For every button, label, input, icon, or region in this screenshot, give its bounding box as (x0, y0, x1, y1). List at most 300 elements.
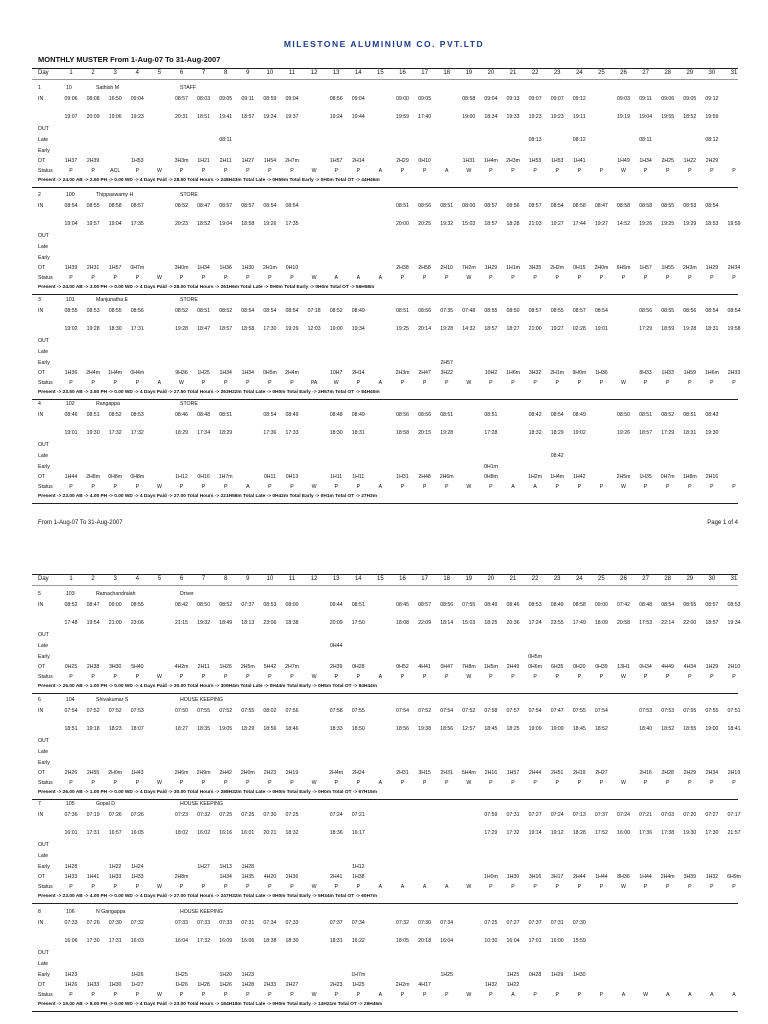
day-cell: 2H47 (418, 370, 431, 376)
row-label: OT (38, 474, 46, 480)
report-title: MONTHLY MUSTER From 1-Aug-07 To 31-Aug-2007 (38, 55, 221, 64)
day-cell: 1H38 (352, 874, 365, 880)
day-cell: 1H25 (506, 972, 520, 978)
row-label: Status (38, 780, 53, 786)
day-cell: P (246, 275, 250, 281)
day-cell: 1H39 (64, 265, 78, 271)
day-cell: 08:47 (197, 203, 211, 209)
day-cell: A (710, 992, 714, 998)
day-cell: 17:50 (351, 620, 365, 626)
day-number: 27 (642, 70, 649, 76)
day-cell: 08:52 (219, 308, 233, 314)
day-cell: 08:57 (241, 203, 255, 209)
day-cell: 17:29 (639, 326, 653, 332)
day-cell: 17:40 (418, 114, 432, 120)
muster-row (0, 779, 768, 788)
day-cell: 07:25 (484, 920, 498, 926)
day-cell: 07:56 (285, 708, 299, 714)
day-cell: 1H22 (683, 158, 696, 164)
day-cell: 2H14 (352, 158, 365, 164)
day-cell: P (113, 992, 117, 998)
row-label: Status (38, 275, 53, 281)
row-label: Early (38, 972, 50, 978)
day-cell: 08:54 (661, 602, 675, 608)
day-cell: 0H8m (130, 474, 145, 480)
day-cell: 07:55 (705, 708, 719, 714)
day-cell: P (135, 884, 140, 890)
day-cell: 17:31 (86, 830, 100, 836)
day-cell: 0H39 (595, 664, 608, 670)
day-cell: 10H2 (484, 370, 498, 376)
day-cell: 18:25 (506, 726, 520, 732)
day-cell: P (223, 275, 228, 281)
day-cell: 20:21 (263, 830, 277, 836)
day-cell: 1H59 (683, 370, 696, 376)
day-cell: 07:30 (418, 920, 432, 926)
row-label: Late (38, 349, 49, 355)
day-cell: 2H49 (506, 664, 520, 670)
day-cell: 3H22 (440, 370, 453, 376)
day-cell: 08:02 (263, 708, 277, 714)
day-number: 24 (575, 576, 583, 582)
muster-row (0, 960, 768, 969)
day-cell: 18:45 (484, 726, 498, 732)
day-cell: 19:30 (683, 830, 697, 836)
employee-serial: 1 (38, 85, 41, 91)
day-cell: 1H0m (483, 874, 498, 880)
day-cell: P (710, 674, 714, 680)
day-cell: P (91, 484, 95, 490)
day-cell: 19:04 (639, 114, 653, 120)
rule-line (32, 903, 738, 904)
day-cell: 09:12 (572, 96, 586, 102)
day-cell: A (378, 674, 383, 680)
day-cell: 08:13 (528, 137, 542, 143)
day-cell: 09:04 (285, 96, 299, 102)
day-cell: 07:52 (462, 708, 476, 714)
day-cell: P (223, 168, 228, 174)
day-cell: 18:49 (219, 620, 233, 626)
day-cell: 17:30 (263, 326, 277, 332)
day-cell: 19:32 (197, 620, 211, 626)
day-cell: W (311, 484, 317, 490)
day-cell: 19:01 (64, 430, 78, 436)
day-cell: 08:54 (64, 203, 78, 209)
day-cell: 17:30 (705, 830, 719, 836)
day-cell: 18:14 (440, 620, 454, 626)
day-cell: P (533, 674, 537, 680)
day-cell: 19:23 (550, 114, 564, 120)
day-cell: 0H5m (528, 654, 543, 660)
day-cell: 09:12 (705, 96, 719, 102)
day-cell: 07:47 (550, 708, 564, 714)
day-cell: 18:30 (285, 938, 299, 944)
row-label: OT (38, 770, 46, 776)
row-label: OUT (38, 442, 49, 448)
day-cell: P (201, 780, 206, 786)
day-cell: P (334, 484, 338, 490)
day-cell: 1H36 (219, 265, 232, 271)
day-cell: P (135, 168, 140, 174)
day-cell: 07:19 (86, 812, 100, 818)
day-cell: 08:55 (683, 602, 697, 608)
day-cell: P (201, 674, 206, 680)
day-cell: 14:52 (617, 221, 630, 227)
day-cell: 1H41 (573, 158, 586, 164)
day-cell: P (732, 484, 736, 490)
day-cell: 08:53 (528, 602, 542, 608)
employee-info (0, 800, 768, 809)
day-cell: 2H1m (550, 370, 565, 376)
day-cell: 08:51 (197, 308, 211, 314)
day-cell: W (311, 275, 317, 281)
day-cell: 0H11 (263, 474, 276, 480)
muster-row (0, 232, 768, 241)
employee-name: Ramachandraiah (96, 591, 136, 597)
muster-row (0, 441, 768, 450)
day-cell: A (732, 992, 736, 998)
day-cell: 0H10 (285, 265, 299, 271)
day-cell: P (69, 168, 73, 174)
day-cell: 1H32 (705, 874, 719, 880)
day-number: 20 (487, 576, 495, 582)
day-cell: 1H22 (506, 982, 520, 988)
day-cell: 2H27 (285, 982, 299, 988)
day-cell: 19:29 (683, 221, 697, 227)
day-number: 8 (224, 70, 228, 76)
day-cell: 08:49 (572, 412, 586, 418)
day-cell: 19:28 (683, 326, 697, 332)
day-cell: 08:57 (219, 203, 233, 209)
day-number: 21 (509, 576, 517, 582)
day-cell: 09:00 (594, 602, 608, 608)
day-cell: 2H33 (263, 982, 277, 988)
day-cell: P (356, 992, 361, 998)
employee-code: 102 (66, 401, 75, 407)
day-cell: P (710, 780, 714, 786)
day-cell: P (201, 484, 206, 490)
day-number: 29 (686, 70, 694, 76)
day-cell: P (290, 992, 294, 998)
day-cell: 08:57 (528, 203, 542, 209)
day-number: 20 (487, 70, 495, 76)
day-cell: 08:58 (572, 602, 586, 608)
day-cell: 16:03 (130, 938, 144, 944)
day-cell: 0H4m (130, 370, 145, 376)
day-cell: 3H0m (174, 265, 189, 271)
day-cell: 1H8m (682, 474, 697, 480)
day-cell: 1H23 (64, 972, 78, 978)
day-cell: ACL (110, 168, 121, 174)
day-cell: 09:07 (550, 96, 564, 102)
day-cell: 0H5m (262, 370, 277, 376)
day-cell: P (599, 484, 604, 490)
employee-info (0, 908, 768, 917)
employee-name: Shivakumar S (96, 697, 129, 703)
day-cell: 1H30 (573, 972, 586, 978)
day-cell: 07:57 (506, 708, 520, 714)
day-cell: 07:54 (528, 708, 542, 714)
day-cell: 18:57 (705, 620, 719, 626)
day-cell: 18:45 (572, 726, 586, 732)
day-cell: 08:57 (175, 96, 188, 102)
day-cell: W (466, 674, 472, 680)
day-cell: 07:53 (639, 708, 653, 714)
day-cell: 19:19 (617, 114, 630, 120)
day-cell: 23:55 (550, 620, 564, 626)
day-cell: 19:28 (440, 430, 454, 436)
day-cell: P (643, 884, 648, 890)
day-cell: 1H25 (440, 972, 453, 978)
day-cell: P (577, 168, 582, 174)
day-cell: P (511, 884, 515, 890)
row-label: Late (38, 853, 49, 859)
day-cell: 07:32 (197, 812, 211, 818)
day-number: 31 (730, 70, 738, 76)
day-cell: 1H34 (219, 874, 232, 880)
day-cell: 2H39 (329, 664, 343, 670)
day-cell: 1H26 (219, 664, 232, 670)
day-cell: 08:12 (572, 137, 586, 143)
day-cell: 4H41 (418, 664, 431, 670)
day-cell: P (577, 992, 582, 998)
day-cell: 3H30 (108, 664, 122, 670)
day-cell: P (688, 275, 692, 281)
day-cell: 09:04 (130, 96, 144, 102)
day-cell: P (246, 674, 250, 680)
day-cell: P (489, 884, 493, 890)
day-cell: P (223, 674, 228, 680)
day-cell: P (246, 780, 250, 786)
day-cell: 08:54 (550, 203, 564, 209)
day-cell: 4H49 (661, 664, 674, 670)
day-cell: 23:06 (263, 620, 277, 626)
day-cell: W (156, 992, 162, 998)
day-cell: 0H20 (573, 664, 586, 670)
day-cell: 07:33 (175, 920, 188, 926)
day-cell: P (246, 168, 250, 174)
day-cell: 18:57 (639, 430, 653, 436)
day-cell: P (710, 168, 714, 174)
employee-summary: Present -> 23.00 AB -> 4.00 PH -> 0.00 WD -> 4 Days Paid -> 27.00 Total Hours -> 247H32m Total Late -> 0H0m Total Early -> 5H34m Total OT -> 60H7m (38, 894, 377, 899)
day-cell: 1H25 (197, 370, 210, 376)
day-cell: 18:59 (661, 326, 675, 332)
day-cell: 08:57 (528, 308, 542, 314)
muster-row (0, 663, 768, 672)
day-cell: 1H27 (131, 982, 144, 988)
day-cell: 3H16 (528, 874, 542, 880)
day-cell: 15:59 (572, 938, 586, 944)
day-cell: 18:32 (528, 430, 542, 436)
day-cell: 1H21 (197, 158, 210, 164)
day-cell: 07:24 (617, 812, 630, 818)
day-number: 12 (310, 576, 318, 582)
day-cell: 18:30 (329, 430, 343, 436)
day-cell: P (69, 380, 73, 386)
day-cell: 17:32 (197, 938, 211, 944)
day-cell: 2H44 (573, 874, 586, 880)
muster-row (0, 971, 768, 980)
day-cell: 2H4m (329, 770, 344, 776)
day-cell: P (643, 380, 648, 386)
row-label: Status (38, 674, 53, 680)
employee-code: 101 (66, 297, 75, 303)
day-cell: 21:57 (727, 830, 741, 836)
day-cell: P (577, 275, 582, 281)
day-cell: 18:51 (64, 726, 78, 732)
day-cell: 08:48 (329, 412, 343, 418)
day-cell: 07:26 (108, 812, 122, 818)
day-cell: P (555, 780, 559, 786)
day-cell: 18:28 (506, 221, 520, 227)
day-cell: P (201, 275, 206, 281)
day-header-label: Day (38, 70, 49, 76)
day-cell: 23:06 (130, 620, 144, 626)
employee-summary: Present -> 26.00 AB -> 1.00 PH -> 0.00 WD -> 4 Days Paid -> 30.00 Total Hours -> 288H32m Total Late -> 0H0m Total Early -> 0H0m Total OT -> 67H15m (38, 790, 377, 795)
day-number: 25 (598, 70, 605, 76)
day-cell: 07:54 (396, 708, 409, 714)
muster-row (0, 337, 768, 346)
day-cell: 16:17 (351, 830, 365, 836)
day-cell: 07:52 (219, 708, 233, 714)
day-cell: 2H7m (285, 664, 299, 670)
day-number: 26 (620, 576, 627, 582)
muster-row (0, 359, 768, 368)
row-label: IN (38, 308, 44, 314)
day-cell: P (334, 884, 338, 890)
row-label: OUT (38, 126, 49, 132)
day-cell: 07:24 (329, 812, 343, 818)
day-cell: 19:55 (661, 114, 675, 120)
day-cell: 08:57 (418, 602, 432, 608)
day-cell: P (356, 168, 361, 174)
row-label: OUT (38, 950, 49, 956)
day-cell: 07:27 (528, 812, 542, 818)
muster-row (0, 429, 768, 438)
day-cell: 18:57 (219, 326, 233, 332)
day-cell: 3H3m (174, 158, 189, 164)
day-cell: 1H4m (483, 158, 498, 164)
day-cell: 1H12 (352, 864, 365, 870)
day-cell: 08:56 (329, 96, 343, 102)
day-number: 13 (332, 70, 340, 76)
day-cell: P (422, 275, 427, 281)
day-number: 19 (465, 70, 473, 76)
day-cell: P (179, 275, 184, 281)
day-cell: 18:31 (705, 326, 719, 332)
row-label: Late (38, 244, 49, 250)
day-cell: P (422, 780, 427, 786)
day-cell: 2H16 (705, 474, 719, 480)
row-label: OT (38, 874, 46, 880)
row-label: Status (38, 992, 53, 998)
row-label: OT (38, 265, 46, 271)
day-cell: 2H41 (329, 874, 343, 880)
day-cell: 5H42 (263, 664, 277, 670)
day-cell: 08:49 (285, 412, 299, 418)
day-cell: 08:57 (130, 203, 144, 209)
footer-date-range: From 1-Aug-07 To 31-Aug-2007 (38, 520, 123, 526)
day-number: 28 (664, 576, 672, 582)
day-cell: 1H33 (86, 982, 100, 988)
day-cell: P (91, 168, 95, 174)
day-cell: 1H29 (705, 664, 719, 670)
day-cell: P (69, 884, 73, 890)
day-cell: P (268, 992, 272, 998)
rule-line (32, 79, 738, 80)
day-cell: 08:51 (484, 412, 498, 418)
day-cell: P (91, 992, 95, 998)
day-cell: P (356, 884, 361, 890)
day-cell: 08:49 (351, 308, 365, 314)
employee-serial: 8 (38, 909, 41, 915)
day-cell: 18:31 (329, 938, 343, 944)
day-cell: 18:58 (241, 326, 255, 332)
day-cell: P (643, 168, 648, 174)
muster-row (0, 725, 768, 734)
day-cell: 07:25 (219, 812, 233, 818)
muster-row (0, 136, 768, 145)
day-cell: 08:53 (86, 308, 100, 314)
day-cell: 16:02 (197, 830, 211, 836)
day-cell: 07:54 (440, 708, 454, 714)
day-cell: 07:35 (440, 308, 454, 314)
employee-department: STORE (180, 192, 198, 198)
day-number: 15 (377, 576, 384, 582)
employee-serial: 3 (38, 297, 41, 303)
day-cell: 2H14 (352, 370, 365, 376)
day-cell: 18:34 (484, 114, 498, 120)
company-title: MILESTONE ALUMINIUM CO. PVT.LTD (283, 39, 485, 49)
day-cell: 19:38 (418, 726, 432, 732)
row-label: OT (38, 370, 46, 376)
day-cell: 1H41 (86, 874, 100, 880)
day-cell: 09:00 (108, 602, 122, 608)
day-cell: 08:53 (130, 412, 144, 418)
day-cell: 19:27 (550, 326, 564, 332)
day-cell: 1H36 (64, 370, 78, 376)
day-cell: P (113, 484, 117, 490)
day-cell: P (533, 780, 537, 786)
day-cell: 19:27 (594, 221, 608, 227)
day-cell: P (489, 168, 493, 174)
day-number: 11 (288, 70, 296, 76)
day-cell: 19:37 (285, 114, 299, 120)
day-cell: W (643, 992, 649, 998)
day-cell: P (444, 275, 449, 281)
day-number: 30 (708, 576, 716, 582)
day-cell: 2H48 (418, 474, 431, 480)
row-label: Status (38, 484, 53, 490)
day-cell: 18:38 (285, 620, 299, 626)
day-cell: A (511, 992, 515, 998)
day-cell: P (444, 674, 449, 680)
row-label: IN (38, 602, 44, 608)
day-cell: 1H11 (352, 474, 365, 480)
day-cell: 2H55 (86, 770, 100, 776)
row-label: OT (38, 158, 46, 164)
day-cell: 0H34 (639, 664, 652, 670)
day-cell: 0H13 (285, 474, 299, 480)
day-cell: P (135, 780, 140, 786)
day-cell: 19:23 (528, 114, 542, 120)
employee-department: HOUSE KEEPING (180, 697, 223, 703)
day-cell: P (688, 674, 692, 680)
day-cell: 1H29 (550, 972, 564, 978)
day-cell: P (179, 780, 184, 786)
day-cell: 2H33 (727, 370, 741, 376)
day-cell: 08:51 (219, 412, 233, 418)
